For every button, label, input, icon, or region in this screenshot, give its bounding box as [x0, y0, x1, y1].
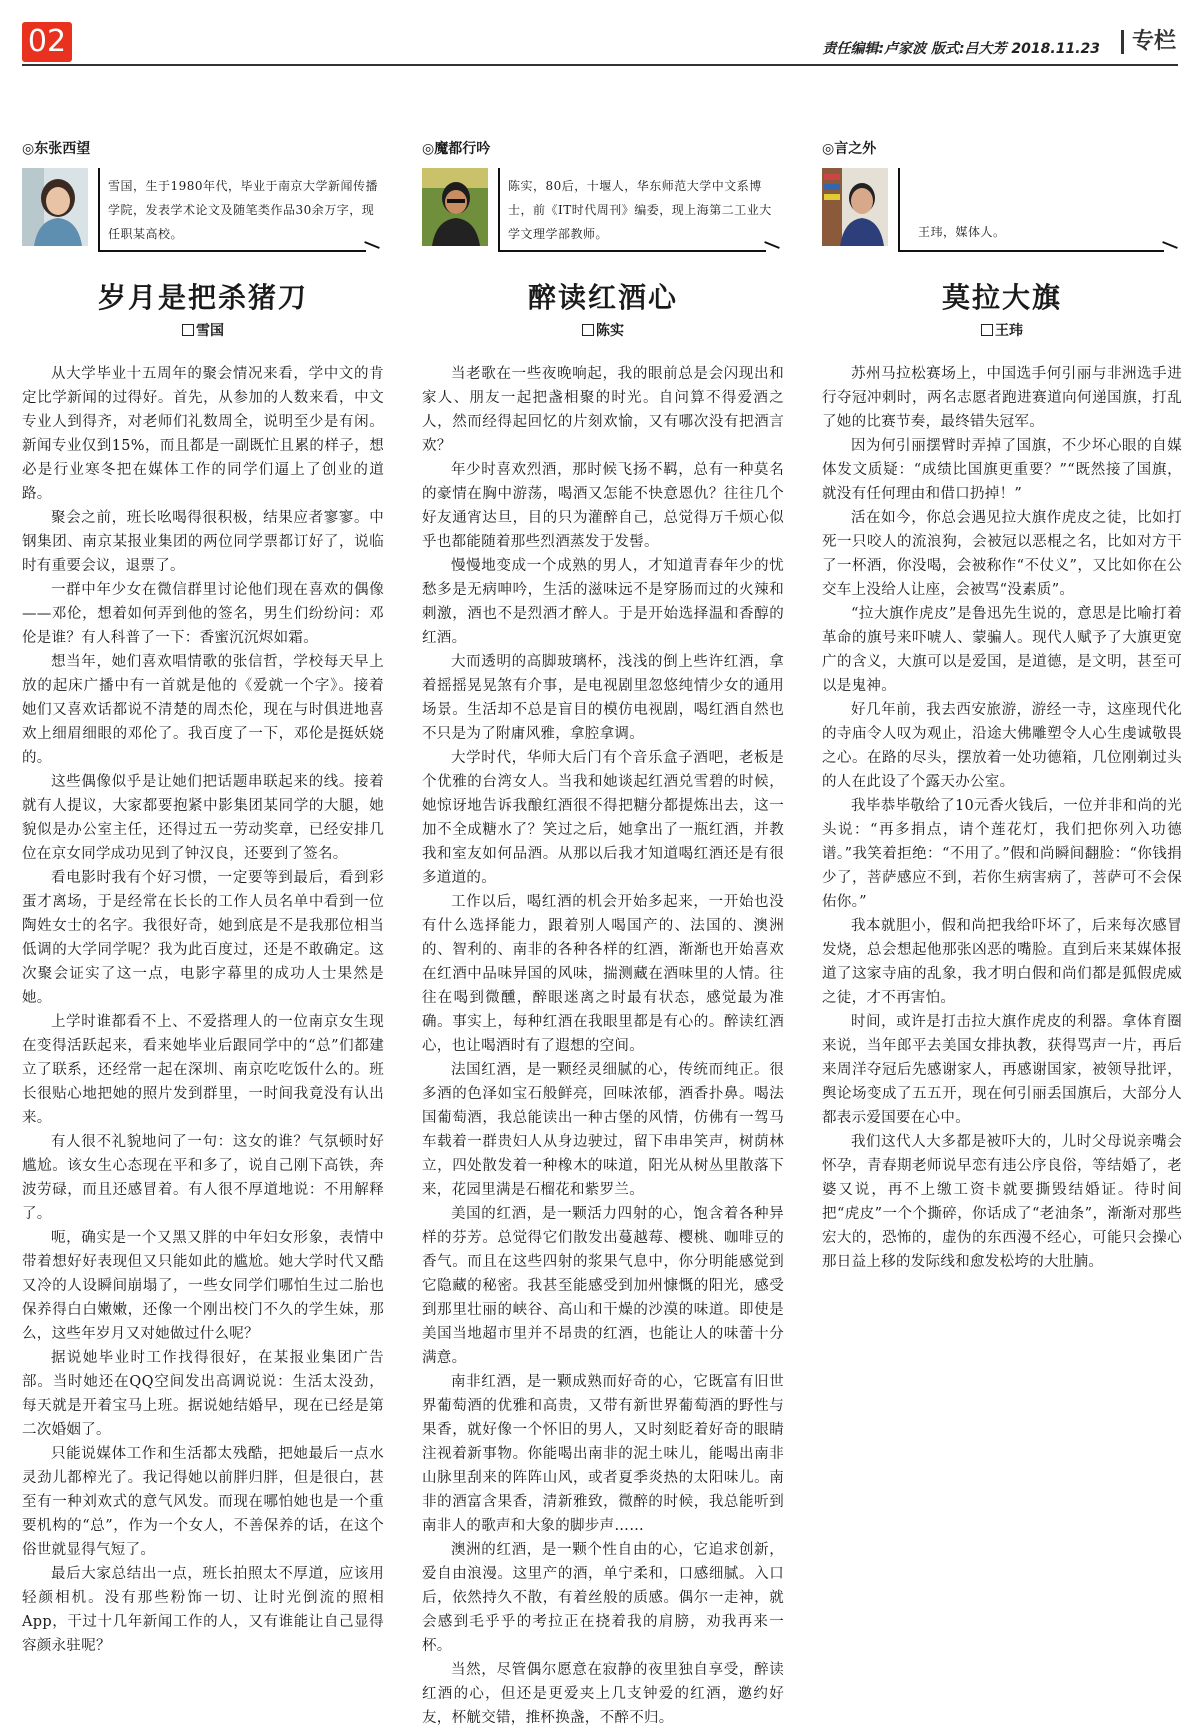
paragraph: 慢慢地变成一个成熟的男人，才知道青春年少的忧愁多是无病呻吟，生活的滋味远不是穿肠而过的火辣和刺激，酒也不是烈酒才醉人。于是开始选择温和香醇的红酒。 [422, 558, 784, 646]
paragraph: 好几年前，我去西安旅游，游经一寺，这座现代化的寺庙令人叹为观止，沿途大佛雕塑令人心生虔诚敬畏之心。在路的尽头，摆放着一处功德箱，几位刚剃过头的人在此设了个露天办公室。 [822, 702, 1182, 790]
paragraph: 当老歌在一些夜晚响起，我的眼前总是会闪现出和家人、朋友一起把盏相聚的时光。自问算不得爱酒之人，然而经得起回忆的片刻欢愉，又有哪次没有把酒言欢？ [422, 366, 784, 454]
header-rule [22, 64, 1178, 66]
author-photo [422, 168, 488, 246]
paragraph: 呃，确实是一个又黑又胖的中年妇女形象，表情中带着想好好表现但又只能如此的尴尬。她大学时代又酷又冷的人设瞬间崩塌了，一些女同学们哪怕生过二胎也保养得白白嫩嫩，还像一个刚出校门不久的学生妹，那么，这些年岁月又对她做过什么呢？ [22, 1230, 384, 1342]
frame-line [498, 168, 500, 252]
article-column-2 [422, 138, 784, 1730]
article-body [22, 362, 384, 1658]
article-byline: 陈实 [422, 320, 784, 340]
paragraph: 上学时谁都看不上、不爱搭理人的一位南京女生现在变得活跃起来，看来她毕业后跟同学中的“总”们都建立了联系，还经常一起在深圳、南京吃吃饭什么的。班长很贴心地把她的照片发到群里，一时间我竟没有认出来。 [22, 1014, 384, 1126]
paragraph: 只能说媒体工作和生活都太残酷，把她最后一点水灵劲儿都榨光了。我记得她以前胖归胖，但是很白，甚至有一种刘欢式的意气风发。而现在哪怕她也是一个重要机构的“总”，作为一个女人，不善保养的话，在这个俗世就显得气短了。 [22, 1446, 384, 1558]
paragraph: 法国红酒，是一颗经灵细腻的心，传统而纯正。很多酒的色泽如宝石般鲜亮，回味浓郁，酒香扑鼻。喝法国葡萄酒，我总能读出一种古堡的风情，仿佛有一驾马车载着一群贵妇人从身边驶过，留下串串笑声，树荫林立，四处散发着一种橡木的味道，阳光从树丛里散落下来，花园里满是石榴花和紫罗兰。 [422, 1062, 784, 1198]
paragraph: 据说她毕业时工作找得很好，在某报业集团广告部。当时她还在QQ空间发出高调说说：生活太没劲，每天就是开着宝马上班。据说她结婚早，现在已经是第二次婚姻了。 [22, 1350, 384, 1438]
paragraph: 美国的红酒，是一颗活力四射的心，饱含着各种异样的芬芳。总觉得它们散发出蔓越莓、樱桃、咖啡豆的香气。而且在这些四射的浆果气息中，你分明能感觉到它隐藏的秘密。我甚至能感受到加州慷慨的阳光，感受到那里壮丽的峡谷、高山和干燥的沙漠的味道。即使是美国当地超市里并不昂贵的红酒，也能让人的味蕾十分满意。 [422, 1206, 784, 1366]
frame-line [498, 250, 766, 252]
column-tag: ◎言之外 [822, 141, 877, 157]
paragraph: 澳洲的红酒，是一颗个性自由的心，它追求创新，爱自由浪漫。这里产的酒，单宁柔和，口感细腻。入口后，依然持久不散，有着丝般的质感。偶尔一走神，就会感到毛乎乎的考拉正在挠着我的肩膀，劝我再来一杯。 [422, 1542, 784, 1654]
frame-line [98, 250, 366, 252]
column-tag: ◎魔都行吟 [422, 141, 491, 157]
column-tag: ◎东张西望 [22, 141, 91, 157]
author-intro [22, 164, 384, 272]
author-photo [22, 168, 88, 246]
article-byline: 雪国 [22, 320, 384, 340]
article-title: 岁月是把杀猪刀 [97, 281, 308, 314]
author-bio: 王玮，媒体人。 [918, 225, 1006, 239]
frame-line [898, 168, 900, 252]
paragraph: 聚会之前，班长吆喝得很积极，结果应者寥寥。中钢集团、南京某报业集团的两位同学票都订好了，说临时有重要会议，退票了。 [22, 510, 384, 574]
paragraph: “拉大旗作虎皮”是鲁迅先生说的，意思是比喻打着革命的旗号来吓唬人、蒙骗人。现代人赋予了大旗更宽广的含义，大旗可以是爱国，是道德，是文明，甚至可以是鬼神。 [822, 606, 1182, 694]
paragraph: 大而透明的高脚玻璃杯，浅浅的倒上些许红酒，拿着摇摇晃晃煞有介事，是电视剧里忽悠纯情少女的通用场景。生活却不总是盲目的模仿电视剧，喝红酒自然也不只是为了附庸风雅，拿腔拿调。 [422, 654, 784, 742]
article-column-1 [22, 138, 384, 1658]
paragraph: 我们这代人大多都是被吓大的，儿时父母说亲嘴会怀孕，青春期老师说早恋有违公序良俗，等结婚了，老婆又说，再不上缴工资卡就要撕毁结婚证。待时间把“虎皮”一个个撕碎，你话成了“老油条”，渐渐对那些宏大的，恐怖的，虚伪的东西漫不经心，可能只会操心那日益上移的发际线和愈发松垮的大肚腩。 [822, 1134, 1182, 1270]
author-intro [822, 164, 1182, 272]
paragraph: 最后大家总结出一点，班长拍照太不厚道，应该用轻颜相机。没有那些粉饰一切、让时光倒流的照相App，干过十几年新闻工作的人，又有谁能让自己显得容颜永驻呢？ [22, 1566, 384, 1654]
frame-line [98, 168, 100, 252]
paragraph: 有人很不礼貌地问了一句：这女的谁？气氛顿时好尴尬。该女生心态现在平和多了，说自己刚下高铁，奔波劳碌，而且还感冒着。有人很不厚道地说：不用解释了。 [22, 1134, 384, 1222]
paragraph: 年少时喜欢烈酒，那时候飞扬不羁，总有一种莫名的豪情在胸中游荡，喝酒又怎能不快意恩仇？往往几个好友通宵达旦，目的只为灌醉自己，总觉得万千烦心似乎也都能随着那些烈酒蒸发于发髻。 [422, 462, 784, 550]
author-bio: 陈实，80后，十堰人，华东师范大学中文系博士，前《IT时代周刊》编委，现上海第二工业大学文理学部教师。 [508, 179, 772, 241]
author-bio: 雪国，生于1980年代，毕业于南京大学新闻传播学院，发表学术论文及随笔类作品30余万字，现任职某高校。 [108, 179, 379, 241]
paragraph: 南非红酒，是一颗成熟而好奇的心，它既富有旧世界葡萄酒的优雅和高贵，又带有新世界葡萄酒的野性与果香，就好像一个怀旧的男人，又时刻眨着好奇的眼睛注视着新事物。你能喝出南非的泥土味儿，能喝出南非山脉里刮来的阵阵山风，或者夏季炎热的太阳味儿。南非的酒富含果香，清新雅致，微醉的时候，我总能听到南非人的歌声和大象的脚步声…… [422, 1374, 784, 1534]
paragraph: 我毕恭毕敬给了10元香火钱后，一位并非和尚的光头说：“再多捐点，请个莲花灯，我们把你列入功德谱。”我笑着拒绝：“不用了。”假和尚瞬间翻脸：“你钱捐少了，菩萨感应不到，若你生病害病了，菩萨可不会保佑你。” [822, 798, 1182, 910]
frame-line [898, 250, 1164, 252]
page-number: 02 [22, 22, 72, 62]
article-title: 莫拉大旗 [941, 281, 1062, 314]
section-label: 专栏 [1121, 30, 1176, 54]
paragraph: 活在如今，你总会遇见拉大旗作虎皮之徒，比如打死一只咬人的流浪狗，会被冠以恶棍之名，比如对方干了一杯酒，你没喝，会被称作“不仗义”，又比如你在公交车上没给人让座，会被骂“没素质”。 [822, 510, 1182, 598]
article-body [422, 362, 784, 1730]
paragraph: 从大学毕业十五周年的聚会情况来看，学中文的肯定比学新闻的过得好。首先，从参加的人数来看，中文专业人到得齐，对老师们礼数周全，说明至少是有闲。新闻专业仅到15%，而且都是一副既忙且累的样子，想必是行业寒冬把在媒体工作的同学们逼上了创业的道路。 [22, 366, 384, 502]
header-info: 责任编辑:卢家波 版式:吕大芳 2018.11.23 [822, 41, 1100, 57]
article-title: 醉读红酒心 [527, 281, 678, 314]
author-photo [822, 168, 888, 246]
paragraph: 我本就胆小，假和尚把我给吓坏了，后来每次感冒发烧，总会想起他那张凶恶的嘴脸。直到后来某媒体报道了这家寺庙的乱象，我才明白假和尚们都是狐假虎威之徒，才不再害怕。 [822, 918, 1182, 1006]
paragraph: 想当年，她们喜欢唱情歌的张信哲，学校每天早上放的起床广播中有一首就是他的《爱就一个字》。接着她们又喜欢话都说不清楚的周杰伦，现在与时俱进地喜欢上细眉细眼的邓伦了。我百度了一下，邓伦是挺妖娆的。 [22, 654, 384, 766]
paragraph: 苏州马拉松赛场上，中国选手何引丽与非洲选手进行夺冠冲刺时，两名志愿者跑进赛道向何递国旗，打乱了她的比赛节奏，最终错失冠军。 [822, 366, 1182, 430]
paragraph: 一群中年少女在微信群里讨论他们现在喜欢的偶像——邓伦，想着如何弄到他的签名，男生们纷纷问：邓伦是谁？有人科普了一下：香蜜沉沉烬如霜。 [22, 582, 384, 646]
article-body [822, 362, 1182, 1274]
paragraph: 因为何引丽摆臂时弄掉了国旗，不少坏心眼的自媒体发文质疑：“成绩比国旗更重要？”“既然接了国旗，就没有任何理由和借口扔掉！” [822, 438, 1182, 502]
article-byline: 王玮 [822, 320, 1182, 340]
paragraph: 这些偶像似乎是让她们把话题串联起来的线。接着就有人提议，大家都要抱紧中影集团某同学的大腿，她貌似是办公室主任，还得过五一劳动奖章，已经安排几位在京女同学成功见到了钟汉良，还要到了签名。 [22, 774, 384, 862]
paragraph: 当然，尽管偶尔愿意在寂静的夜里独自享受，醉读红酒的心，但还是更爱夹上几支钟爱的红酒，邀约好友，杯觥交错，推杯换盏，不醉不归。 [422, 1662, 784, 1726]
paragraph: 大学时代，华师大后门有个音乐盒子酒吧，老板是个优雅的台湾女人。当我和她谈起红酒兑雪碧的时候，她惊讶地告诉我酿红酒很不得把糖分都提炼出去，这一加不全成糖水了？笑过之后，她拿出了一瓶红酒，并教我和室友如何品酒。从那以后我才知道喝红酒还是有很多道道的。 [422, 750, 784, 886]
paragraph: 时间，或许是打击拉大旗作虎皮的利器。拿体育圈来说，当年郎平去美国女排执教，获得骂声一片，再后来周洋夺冠后先感谢家人，再感谢国家，被领导批评，舆论场变成了五五开，现在何引丽丢国旗后，大部分人都表示爱国要在心中。 [822, 1014, 1182, 1126]
article-column-3 [822, 138, 1182, 1274]
paragraph: 看电影时我有个好习惯，一定要等到最后，看到彩蛋才离场，于是经常在长长的工作人员名单中看到一位陶姓女士的名字。我很好奇，她到底是不是我那位相当低调的大学同学呢？我为此百度过，还是不敢确定。这次聚会证实了这一点，电影字幕里的成功人士果然是她。 [22, 870, 384, 1006]
paragraph: 工作以后，喝红酒的机会开始多起来，一开始也没有什么选择能力，跟着别人喝国产的、法国的、澳洲的、智利的、南非的各种各样的红酒，渐渐也开始喜欢在红酒中品味异国的风味，揣测藏在酒味里的人情。往往在喝到微醺，醉眼迷离之时最有状态，感觉最为准确。事实上，每种红酒在我眼里都是有心的。醉读红酒心，也让喝酒时有了遐想的空间。 [422, 894, 784, 1054]
author-intro [422, 164, 784, 272]
